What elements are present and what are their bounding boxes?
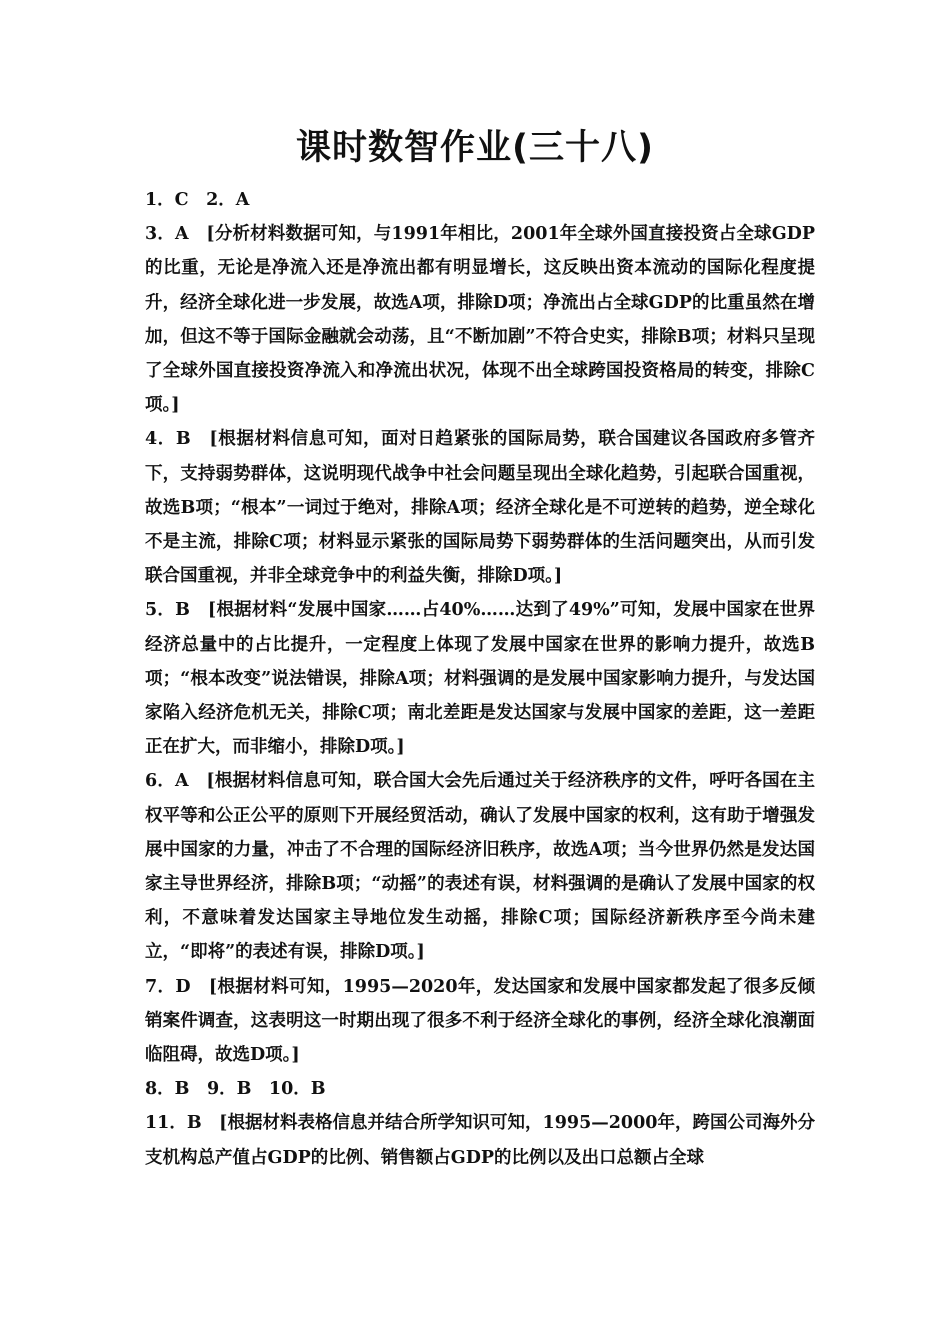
answer-item-3: 3．A [分析材料数据可知，与1991年相比，2001年全球外国直接投资占全球GDP的比重，无论是净流入还是净流出都有明显增长，这反映出资本流动的国际化程度提升，经济全球化进一步发展，故选A项，排除D项；净流出占全球GDP的比重虽然在增加，但这不等于国际金融就会动荡，且“不断加剧”不符合史实，排除B项；材料只呈现了全球外国直接投资净流入和净流出状况，体现不出全球跨国投资格局的转变，排除C项。]	[145, 224, 815, 416]
answer-item-1-2: 1．C 2．A	[145, 190, 250, 210]
answer-item-11: 11．B [根据材料表格信息并结合所学知识可知，1995—2000年，跨国公司海外分支机构总产值占GDP的比例、销售额占GDP的比例以及出口总额占全球	[145, 1113, 815, 1168]
answer-item-5: 5．B [根据材料“发展中国家……占40%……达到了49%”可知，发展中国家在世界经济总量中的占比提升，一定程度上体现了发展中国家在世界的影响力提升，故选B项；“根本改变”说法错误，排除A项；材料强调的是发展中国家影响力提升，与发达国家陷入经济危机无关，排除C项；南北差距是发达国家与发展中国家的差距，这一差距正在扩大，而非缩小，排除D项。]	[145, 600, 815, 758]
answer-item-6: 6．A [根据材料信息可知，联合国大会先后通过关于经济秩序的文件，呼吁各国在主权平等和公正公平的原则下开展经贸活动，确认了发展中国家的权利，这有助于增强发展中国家的力量，冲击了不合理的国际经济旧秩序，故选A项；当今世界仍然是发达国家主导世界经济，排除B项；“动摇”的表述有误，材料强调的是确认了发展中国家的权利，不意味着发达国家主导地位发生动摇，排除C项；国际经济新秩序至今尚未建立，“即将”的表述有误，排除D项。]	[145, 771, 815, 963]
answer-item-7: 7．D [根据材料可知，1995—2020年，发达国家和发展中国家都发起了很多反倾销案件调查，这表明这一时期出现了很多不利于经济全球化的事例，经济全球化浪潮面临阻碍，故选D项。]	[145, 976, 815, 1066]
page-title: 课时数智作业(三十八)	[296, 128, 654, 168]
answer-item-4: 4．B [根据材料信息可知，面对日趋紧张的国际局势，联合国建议各国政府多管齐下，支持弱势群体，这说明现代战争中社会问题呈现出全球化趋势，引起联合国重视，故选B项；“根本”一词过于绝对，排除A项；经济全球化是不可逆转的趋势，逆全球化不是主流，排除C项；材料显示紧张的国际局势下弱势群体的生活问题突出，从而引发联合国重视，并非全球竞争中的利益失衡，排除D项。]	[145, 429, 815, 587]
answer-list	[145, 183, 815, 1175]
answer-item-8-10: 8．B 9．B 10．B	[145, 1079, 326, 1100]
